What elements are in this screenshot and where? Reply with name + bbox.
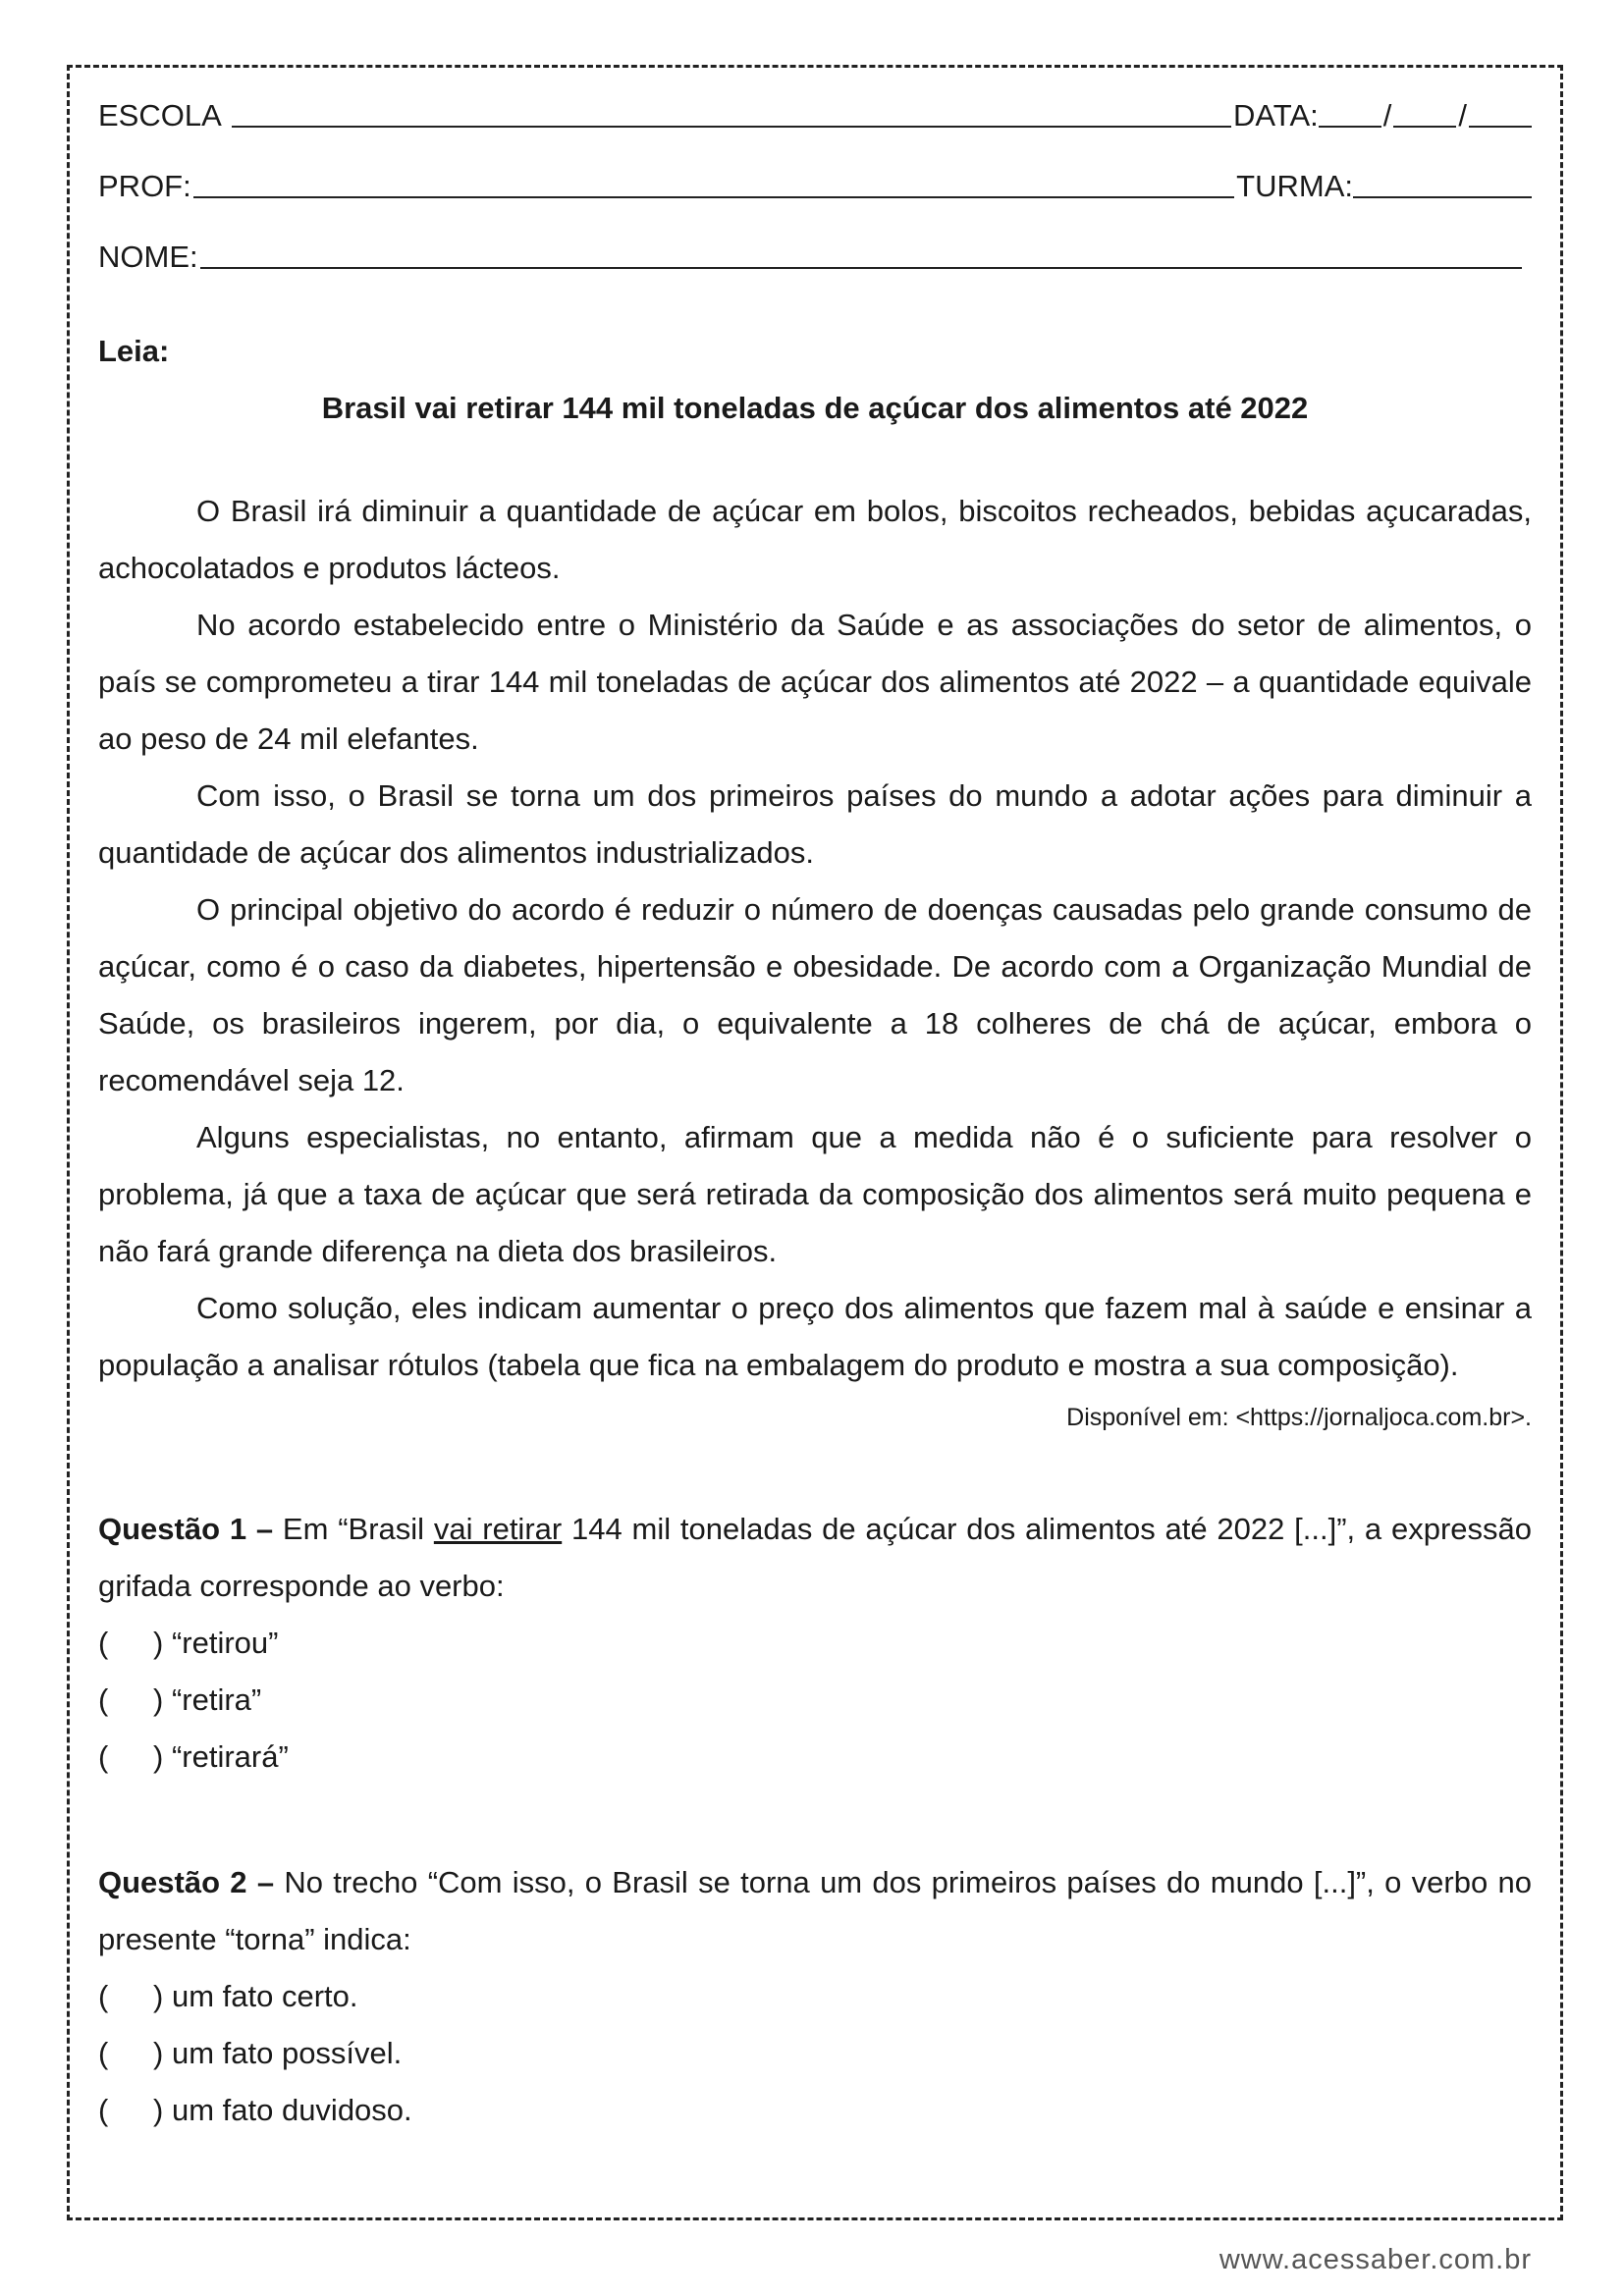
answer-checkbox-close: ) bbox=[153, 2093, 164, 2127]
article-source: Disponível em: <https://jornaljoca.com.br>. bbox=[1066, 1404, 1532, 1431]
answer-checkbox[interactable]: ( bbox=[98, 1739, 109, 1774]
worksheet bbox=[98, 94, 1532, 2139]
date-separator: / bbox=[1382, 98, 1392, 133]
option-label: um fato certo. bbox=[171, 1979, 358, 2013]
article-paragraph: O Brasil irá diminuir a quantidade de açúcar em bolos, biscoitos recheados, bebidas açucaradas, achocolatados e produtos lácteos. bbox=[98, 494, 1532, 585]
question-2-prompt bbox=[98, 1854, 1532, 1968]
answer-checkbox-close: ) bbox=[153, 1739, 164, 1774]
option-row[interactable] bbox=[98, 2082, 1532, 2139]
question-1-prompt bbox=[98, 1501, 1532, 1615]
turma-field[interactable] bbox=[1353, 196, 1532, 198]
answer-checkbox-close: ) bbox=[153, 1682, 164, 1717]
option-row[interactable] bbox=[98, 1729, 1532, 1786]
answer-checkbox[interactable]: ( bbox=[98, 2036, 109, 2070]
footer-website: www.acessaber.com.br bbox=[1218, 2244, 1532, 2275]
option-label: um fato possível. bbox=[171, 2036, 403, 2070]
article-body bbox=[98, 483, 1532, 1394]
option-label: “retirou” bbox=[171, 1626, 279, 1660]
turma-label: TURMA: bbox=[1236, 169, 1353, 203]
article-paragraph: Como solução, eles indicam aumentar o preço dos alimentos que fazem mal à saúde e ensinar a população a analisar rótulos (tabela que fica na embalagem do produto e mostra a sua composição). bbox=[98, 1291, 1532, 1382]
answer-checkbox-close: ) bbox=[153, 2036, 164, 2070]
question-2-number: Questão 2 – bbox=[98, 1865, 275, 1899]
answer-checkbox[interactable]: ( bbox=[98, 2093, 109, 2127]
article-title: Brasil vai retirar 144 mil toneladas de açúcar dos alimentos até 2022 bbox=[321, 391, 1309, 425]
option-row[interactable] bbox=[98, 1968, 1532, 2025]
prof-field[interactable] bbox=[193, 196, 1234, 198]
date-year-field[interactable] bbox=[1469, 126, 1532, 128]
answer-checkbox-close: ) bbox=[153, 1626, 164, 1660]
answer-checkbox[interactable]: ( bbox=[98, 1626, 109, 1660]
date-day-field[interactable] bbox=[1319, 126, 1381, 128]
date-month-field[interactable] bbox=[1393, 126, 1456, 128]
data-label: DATA: bbox=[1233, 98, 1319, 133]
article-paragraph: Com isso, o Brasil se torna um dos primeiros países do mundo a adotar ações para diminuir a quantidade de açúcar dos alimentos industrializados. bbox=[98, 778, 1532, 870]
nome-field[interactable] bbox=[200, 267, 1522, 269]
question-2-options bbox=[98, 1968, 1532, 2139]
option-row[interactable] bbox=[98, 1615, 1532, 1672]
escola-label: ESCOLA bbox=[98, 98, 222, 133]
header-line-nome bbox=[98, 236, 1532, 275]
option-label: “retira” bbox=[171, 1682, 262, 1717]
question-2 bbox=[98, 1854, 1532, 2139]
article-paragraph: No acordo estabelecido entre o Ministério da Saúde e as associações do setor de alimentos, o país se comprometeu a tirar 144 mil toneladas de açúcar dos alimentos até 2022 – a quantidade equivale ao peso de 24 mil elefantes. bbox=[98, 608, 1532, 756]
header-line-prof bbox=[98, 165, 1532, 204]
prof-label: PROF: bbox=[98, 169, 191, 203]
option-label: “retirará” bbox=[171, 1739, 289, 1774]
answer-checkbox-close: ) bbox=[153, 1979, 164, 2013]
question-1 bbox=[98, 1501, 1532, 1786]
reading-instruction: Leia: bbox=[98, 334, 170, 368]
underlined-expression: vai retirar bbox=[433, 1512, 563, 1546]
question-1-number: Questão 1 – bbox=[98, 1512, 274, 1546]
option-label: um fato duvidoso. bbox=[171, 2093, 412, 2127]
article-paragraph: Alguns especialistas, no entanto, afirmam que a medida não é o suficiente para resolver o problema, já que a taxa de açúcar que será retirada da composição dos alimentos será muito pequena e não fará grande diferença na dieta dos brasileiros. bbox=[98, 1120, 1532, 1268]
option-row[interactable] bbox=[98, 2025, 1532, 2082]
question-1-options bbox=[98, 1615, 1532, 1786]
escola-field[interactable] bbox=[232, 126, 1231, 128]
answer-checkbox[interactable]: ( bbox=[98, 1682, 109, 1717]
date-separator: / bbox=[1458, 98, 1467, 133]
answer-checkbox[interactable]: ( bbox=[98, 1979, 109, 2013]
question-1-text-before: Em “Brasil bbox=[273, 1512, 434, 1546]
option-row[interactable] bbox=[98, 1672, 1532, 1729]
article-paragraph: O principal objetivo do acordo é reduzir o número de doenças causadas pelo grande consumo de açúcar, como é o caso da diabetes, hipertensão e obesidade. De acordo com a Organização Mundial de Saúde, os brasileiros ingerem, por dia, o equivalente a 18 colheres de chá de açúcar, embora o recomendável seja 12. bbox=[98, 892, 1532, 1097]
question-2-text: No trecho “Com isso, o Brasil se torna um dos primeiros países do mundo [...]”, o verbo no presente “torna” indica: bbox=[98, 1865, 1532, 1956]
nome-label: NOME: bbox=[98, 240, 198, 274]
question-1-text-after: 144 mil toneladas de açúcar dos alimentos até 2022 [...]”, a expressão grifada corresponde ao verbo: bbox=[98, 1512, 1532, 1603]
header-line-escola bbox=[98, 94, 1532, 133]
